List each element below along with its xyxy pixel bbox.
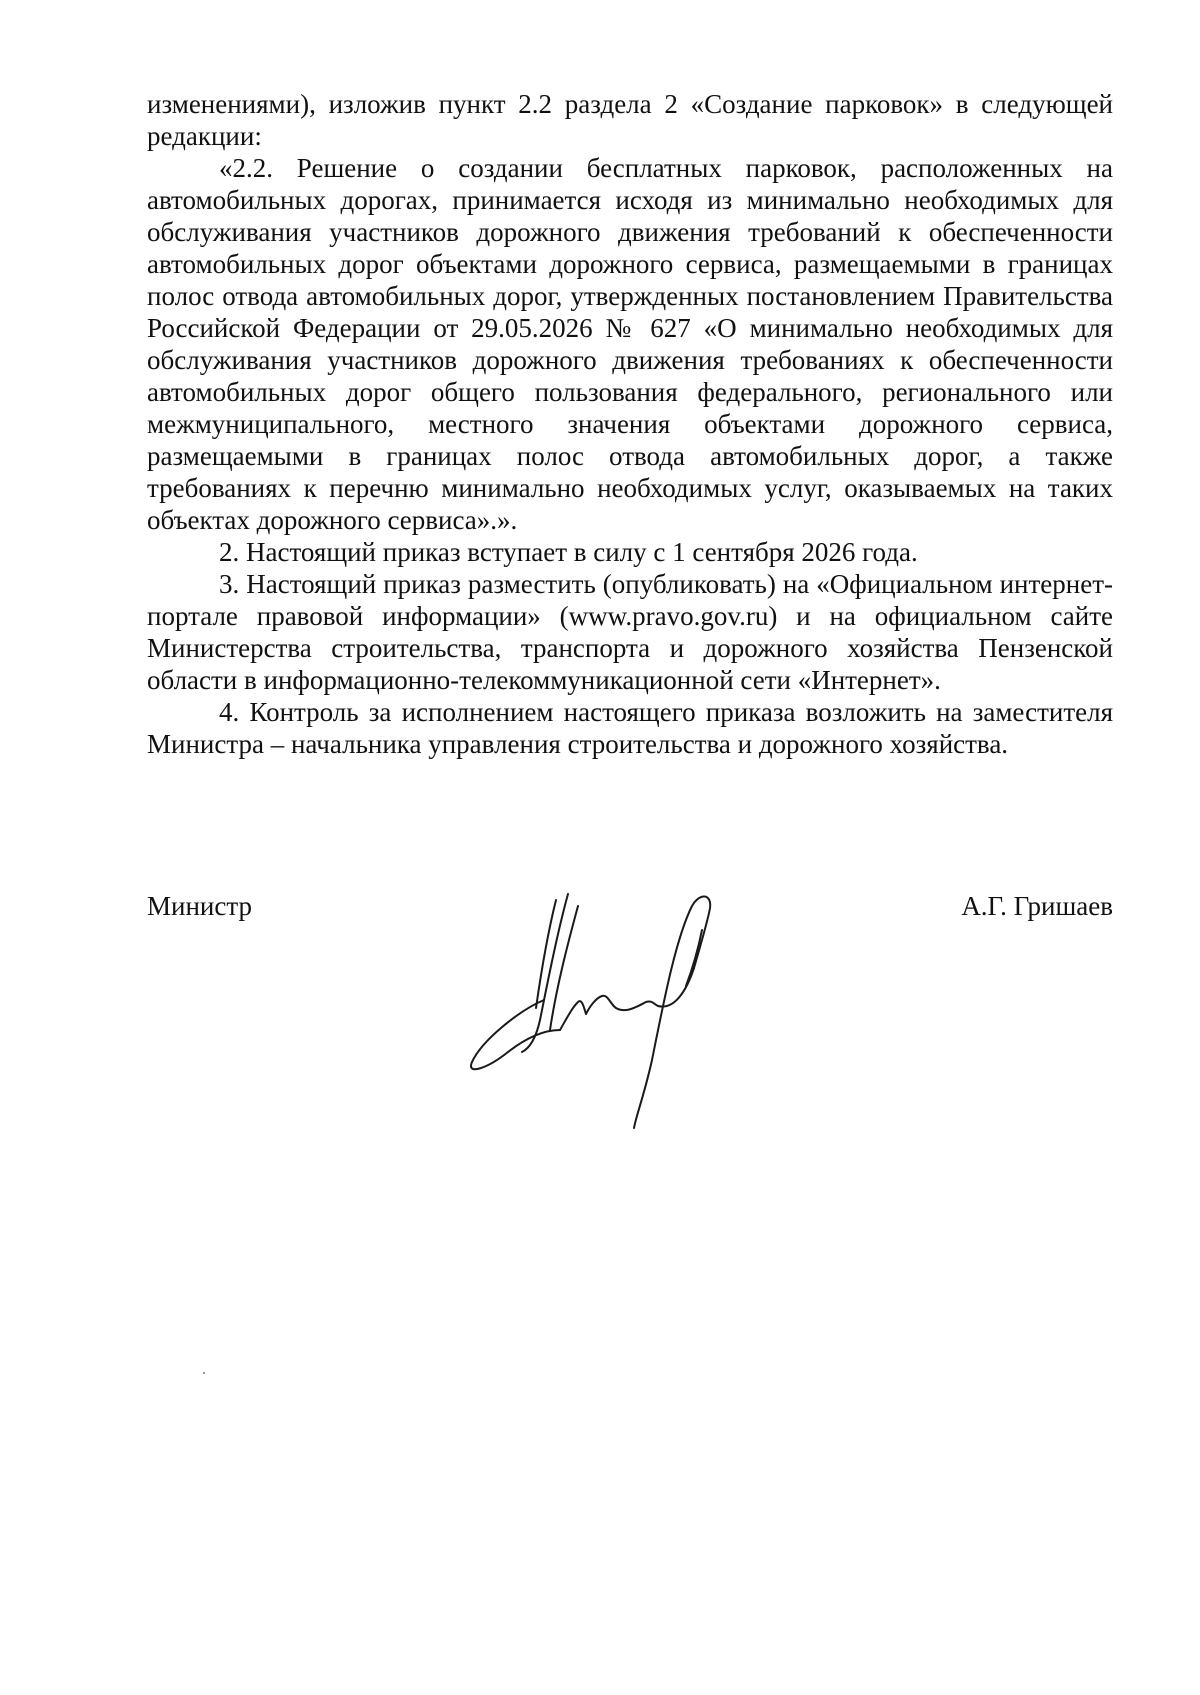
paragraph-item-2: 2. Настоящий приказ вступает в силу с 1 сентября 2026 года. [219, 537, 918, 567]
signatory-name: А.Г. Гришаев [961, 891, 1113, 921]
document-body [147, 88, 1113, 760]
signatory-title: Министр [147, 891, 252, 921]
paragraph-item-3: 3. Настоящий приказ разместить (опубликовать) на «Официальном интернет-портале правовой информации» (www.pravo.gov.ru) и на официальном сайте Министерства строительства, транспорта и дорожного хозяйства Пензенской области в информационно-телекоммуникационной сети «Интернет». [147, 569, 1113, 695]
paragraph-continuation: изменениями), изложив пункт 2.2 раздела 2 «Создание парковок» в следующей редакции: [147, 89, 1113, 151]
paragraph-clause-2-2: «2.2. Решение о создании бесплатных парковок, расположенных на автомобильных дорогах, принимается исходя из минимально необходимых для обслуживания участников дорожного движения требований к обеспеченности автомобильных дорог объектами дорожного сервиса, размещаемыми в границах полос отвода автомобильных дорог, утвержденных постановлением Правительства Российской Федерации от 29.05.2026 № 627 «О минимально необходимых для обслуживания участников дорожного движения требованиях к обеспеченности автомобильных дорог общего пользования федерального, регионального или межмуниципального, местного значения объектами дорожного сервиса, размещаемыми в границах полос отвода автомобильных дорог, а также требованиях к перечню минимально необходимых услуг, оказываемых на таких объектах дорожного сервиса».». [147, 153, 1113, 535]
scan-speck [203, 1372, 205, 1374]
paragraph-item-4: 4. Контроль за исполнением настоящего приказа возложить на заместителя Министра – начальника управления строительства и дорожного хозяйства. [147, 697, 1113, 759]
handwritten-signature [460, 890, 760, 1130]
